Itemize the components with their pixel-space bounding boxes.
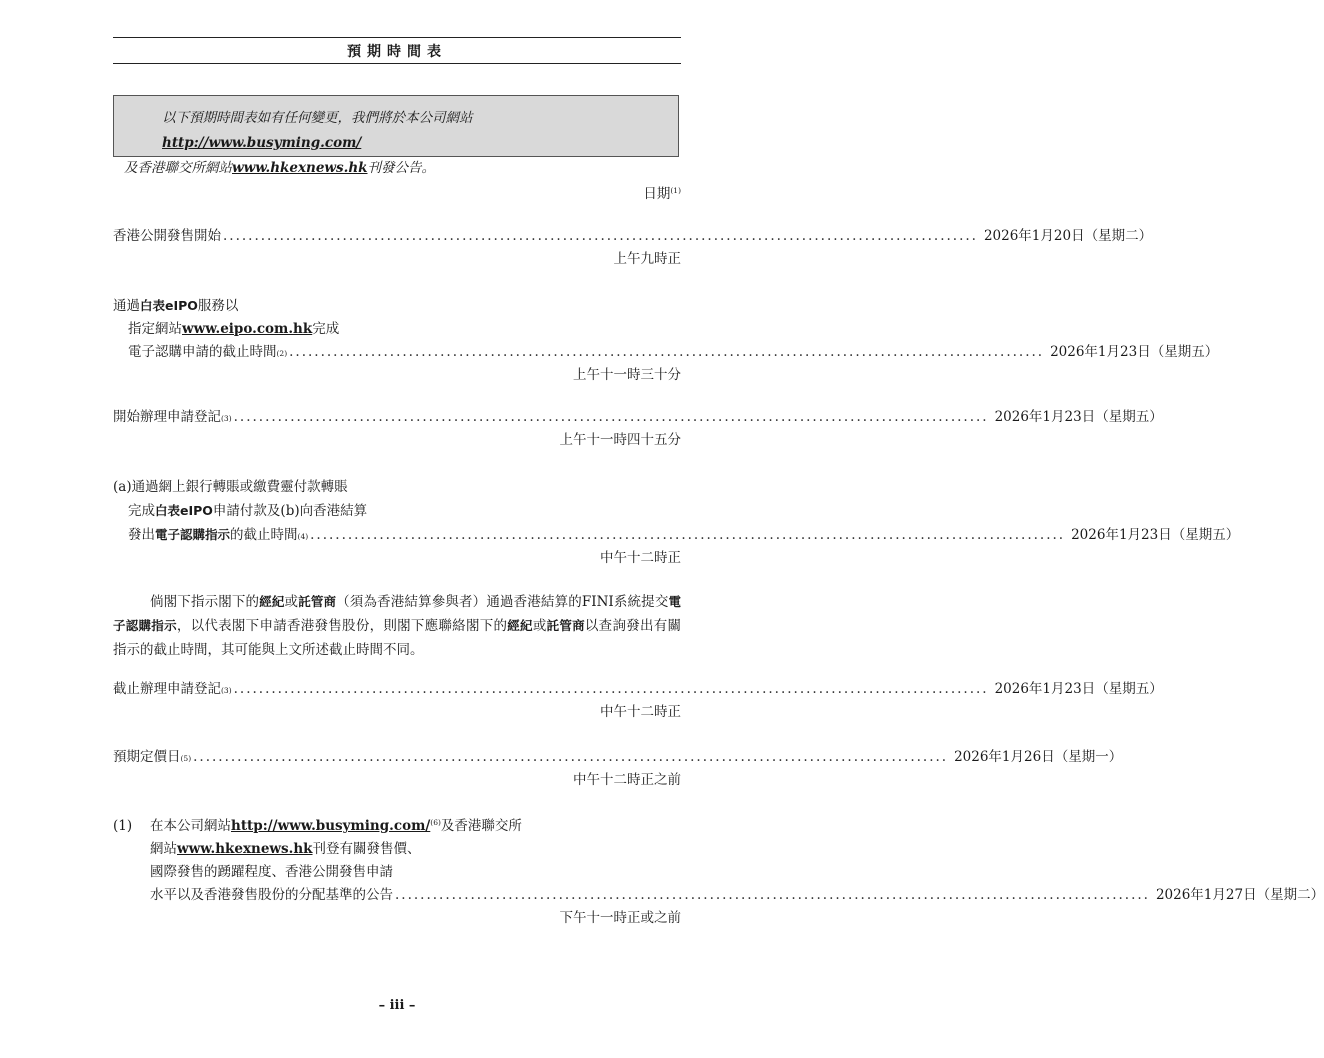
event-time: 中午十二時正 — [600, 704, 681, 720]
company-website-link[interactable]: http://www.busyming.com/ — [231, 818, 431, 834]
event-label: 香港公開發售開始 — [113, 228, 221, 244]
timetable-entry: (a)通過網上銀行轉賬或繳費靈付款轉賬 完成白表eIPO申請付款及(b)向香港結算 發出 電子認購指示 的截止時間 (4) ........................................................................................................................ 2026年1月23日（星期五） 中午十二時正 — [113, 476, 681, 570]
header-rule-top — [113, 37, 681, 38]
eipo-website-link[interactable]: www.eipo.com.hk — [182, 321, 313, 337]
electronic-application-instructions-term: 電子認購指示 — [155, 527, 231, 542]
timetable-entry: 通過白表eIPO服務以 指定網站www.eipo.com.hk完成 電子認購申請的截止時間 (2) ........................................................................................................................ 2026年1月23日（星期五） 上午十一時三十分 — [113, 294, 681, 387]
page-number: – iii – — [378, 998, 416, 1013]
event-time: 中午十二時正 — [600, 550, 681, 566]
event-label: 國際發售的踴躍程度、香港公開發售申請 — [150, 864, 393, 880]
timetable-entry: 預期定價日 (5) ........................................................................................................................ 2026年1月26日（星期一） 中午十二時正之前 — [113, 746, 681, 792]
date-column-header: 日期$^{(1)}$ — [643, 186, 681, 202]
notice-text: 及香港聯交所網站 — [124, 160, 232, 176]
header-rule-bottom — [113, 63, 681, 64]
timetable-entry: 截止辦理申請登記 (3) ........................................................................................................................ 2026年1月23日（星期五） 中午十二時正 — [113, 678, 681, 724]
event-label: 開始辦理申請登記 — [113, 409, 221, 425]
notice-text: 以下預期時間表如有任何變更，我們將於本公司網站 — [162, 110, 473, 126]
white-form-eipo-term: 白表eIPO — [140, 298, 198, 313]
event-time: 下午十一時正或之前 — [559, 910, 681, 926]
event-date: 2026年1月23日（星期五） — [1050, 344, 1219, 360]
white-form-eipo-term: 白表eIPO — [155, 503, 213, 518]
event-time: 上午十一時三十分 — [573, 367, 681, 383]
event-label: 電子認購申請的截止時間 — [128, 344, 277, 360]
event-label: 截止辦理申請登記 — [113, 681, 221, 697]
timetable-entry: 香港公開發售開始 ........................................................................................................................ 2026年1月20日（星期二） 上午九時正 — [113, 225, 681, 271]
event-label: 預期定價日 — [113, 749, 181, 765]
event-date: 2026年1月27日（星期二） — [1155, 887, 1324, 903]
event-label: 水平以及香港發售股份的分配基準的公告 — [150, 887, 393, 903]
page-title: 預期時間表 — [347, 44, 447, 60]
notice-box — [113, 95, 679, 176]
event-time: 中午十二時正之前 — [573, 772, 681, 788]
event-date: 2026年1月23日（星期五） — [1071, 527, 1240, 543]
footnote-ref[interactable]: (6) — [430, 818, 441, 827]
hkex-website-link[interactable]: www.hkexnews.hk — [232, 160, 368, 176]
timetable-entry: 開始辦理申請登記 (3) ........................................................................................................................ 2026年1月23日（星期五） 上午十一時四十五分 — [113, 406, 681, 452]
event-date: 2026年1月23日（星期五） — [994, 681, 1163, 697]
notice-text: 刊發公告。 — [367, 160, 436, 176]
event-date: 2026年1月23日（星期五） — [994, 409, 1163, 425]
event-date: 2026年1月26日（星期一） — [954, 749, 1123, 765]
timetable-entry: (1) 在本公司網站http://www.busyming.com/$^{(6)}$及香港聯交所 網站www.hkexnews.hk刊登有關發售價、 國際發售的踴躍程度、香港公開發售申請 水平以及香港發售股份的分配基準的公告 ........................................................................................................................ 2026年1月27日（星期二） 下午十一時正或之前 — [113, 815, 681, 930]
broker-custodian-paragraph: 倘閣下指示閣下的經紀或託管商（須為香港結算參與者）通過香港結算的FINI系統提交電子認購指示，以代表閣下申請香港發售股份，則閣下應聯絡閣下的經紀或託管商以查詢發出有關指示的截止時間，其可能與上文所述截止時間不同。 — [113, 594, 682, 658]
event-date: 2026年1月20日（星期二） — [983, 228, 1153, 244]
company-website-link[interactable]: http://www.busyming.com/ — [162, 135, 362, 151]
event-label: (a)通過網上銀行轉賬或繳費靈付款轉賬 — [113, 479, 348, 495]
item-number: (1) — [113, 818, 133, 834]
event-time: 上午九時正 — [613, 251, 681, 267]
footnote-ref[interactable]: (1) — [670, 186, 681, 195]
hkex-website-link[interactable]: www.hkexnews.hk — [177, 841, 313, 857]
event-time: 上午十一時四十五分 — [559, 432, 681, 448]
